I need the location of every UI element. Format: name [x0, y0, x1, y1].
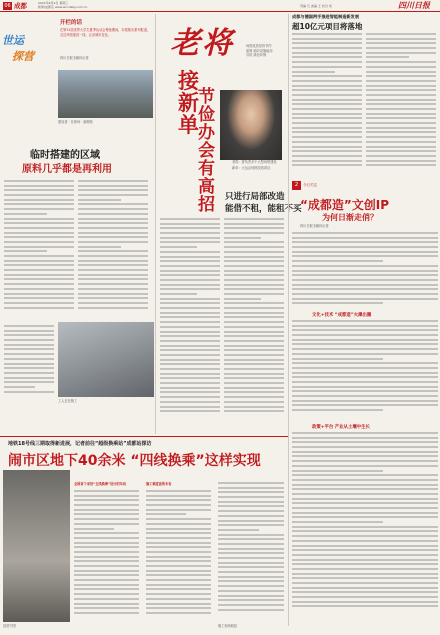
bottom-photo-caption: 施工现场航拍: [218, 624, 238, 628]
feature-side-quote: 场馆改造坚持节约原则 临时设施能用尽用 绿色环保: [246, 44, 273, 58]
column-byline: 四川日报全媒体记者: [60, 56, 89, 60]
column-logo-line2: 探营: [12, 50, 34, 63]
left-bottom-caption: 工人正在施工: [58, 399, 78, 403]
feature-big-1: 老将: [170, 26, 234, 61]
right-subheadline: 为何日渐走俏？: [322, 213, 378, 222]
left-bottom-photo: [58, 322, 154, 397]
bottom-photo: [3, 470, 70, 622]
bottom-headline: 闹市区地下40余米 “四线换乘”这样实现: [8, 453, 261, 469]
right-sub-section-2: 政策+平台 产业从土壤中生长: [312, 425, 370, 430]
left-photo-caption: 建设者 · 在现场 · 新期待: [58, 120, 93, 124]
feature-big-3: 节俭办会有高招: [198, 87, 215, 215]
column-logo-line1: 世运: [2, 34, 24, 47]
left-headline-1: 临时搭建的区域: [30, 150, 100, 161]
feature-big-2: 接新单: [178, 69, 199, 137]
column-logo: [2, 32, 52, 70]
page-number: 06: [4, 3, 11, 9]
bottom-photo-credit: 视觉中国: [3, 624, 16, 628]
portrait-photo: [220, 90, 282, 160]
sub-headline-2: 能借不租，能租不买: [225, 204, 302, 214]
bottom-sub-1: 全国首个采用“五线换乘”设计的车站: [74, 482, 127, 486]
bottom-sub-2: 施工难度前所未有: [146, 482, 172, 486]
left-photo: [58, 70, 153, 118]
column-intro: 在第31届世界大学生夏季运动会筹备期间，本报推出系列报道，走近场馆建设一线，记录城市变化。: [60, 28, 151, 37]
feature-caption-1: 老将：曾负责多个大型场馆建设: [232, 160, 277, 164]
tag-badge-label: 今日关注: [303, 183, 318, 187]
right-top-line: 成都与德国两手推进智能制造新发展: [292, 14, 360, 19]
right-top-headline: 超10亿元项目将落地: [292, 22, 363, 31]
tagline: 新闻/成都区 www.wccdaily.com.cn: [38, 5, 88, 9]
editor-line: 责编 凡 美编 王 校对 刘: [300, 4, 332, 8]
section-label: 成都: [14, 2, 27, 10]
bottom-overline: 地铁18号线三期取得新进展，记者前往“超级换乘站”成都站探访: [8, 441, 152, 447]
tag-badge-number: 2: [294, 182, 299, 188]
sub-headline-1: 只进行局部改造: [225, 192, 285, 202]
brand-logo: 四川日报: [398, 1, 430, 10]
right-sub-section-1: 文化+技术 “成都造”火爆出圈: [312, 313, 372, 318]
tag-badge: [292, 181, 301, 190]
left-headline-2: 原料几乎都是再利用: [22, 164, 112, 175]
page-number-badge: [3, 2, 12, 10]
date-line: 2021年6月9日 星期三: [38, 1, 69, 5]
feature-caption-2: 新单：大运会场馆改造项目: [232, 166, 271, 170]
right-headline: “成都造”文创IP: [300, 198, 390, 212]
right-byline: 四川日报全媒体记者: [300, 224, 329, 228]
column-kicker: 开栏的话: [60, 20, 83, 26]
